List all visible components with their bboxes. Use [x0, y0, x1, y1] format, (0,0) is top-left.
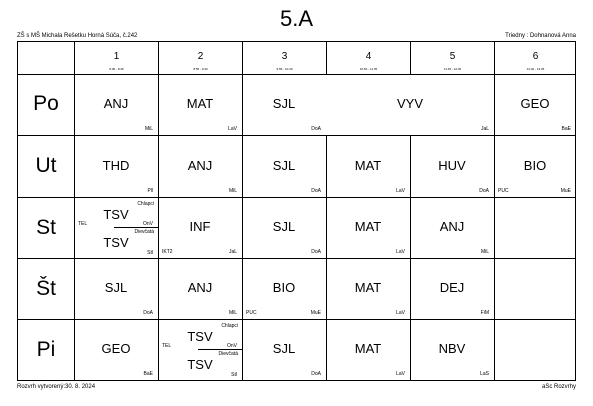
lesson-teacher: DoA: [479, 188, 489, 194]
lesson-cell[interactable]: [326, 258, 410, 319]
day-label: Št: [36, 277, 56, 300]
created-date: Rozvrh vytvorený:30. 8. 2024: [17, 384, 96, 390]
lesson-cell-split[interactable]: [158, 319, 242, 380]
lesson-teacher: LaV: [396, 371, 405, 377]
lesson-teacher: MiL: [228, 310, 237, 316]
lesson-cell[interactable]: [410, 197, 494, 258]
period-time: 8:00 - 8:45: [109, 67, 124, 71]
lesson-teacher: JaL: [480, 126, 489, 132]
group-name: Dievčatá: [134, 229, 154, 235]
period-header: [242, 42, 326, 74]
lesson-cell[interactable]: [410, 319, 494, 380]
lesson-cell[interactable]: [74, 258, 158, 319]
period-number: 5: [449, 51, 456, 62]
lesson-cell[interactable]: [158, 74, 242, 135]
lesson-subject: TSV: [187, 329, 213, 344]
lesson-cell[interactable]: [158, 258, 242, 319]
lesson-subject: SJL: [272, 96, 296, 111]
period-time: 9:55 - 10:40: [276, 67, 293, 71]
lesson-teacher: LaV: [396, 310, 405, 316]
lesson-subject: HUV: [438, 158, 466, 173]
lesson-subject: MAT: [354, 341, 382, 356]
lesson-teacher: DoA: [311, 126, 321, 132]
lesson-teacher: BaE: [143, 371, 153, 377]
lesson-teacher: LaV: [396, 249, 405, 255]
lesson-cell[interactable]: [494, 74, 576, 135]
period-number: 1: [113, 51, 120, 62]
lesson-subject: SJL: [104, 280, 128, 295]
lesson-subject: SJL: [272, 158, 296, 173]
lesson-subject: MAT: [186, 96, 214, 111]
lesson-subject: VYV: [396, 96, 423, 111]
lesson-teacher: BaE: [561, 126, 571, 132]
lesson-cell[interactable]: [242, 258, 326, 319]
lesson-subject: ANJ: [439, 219, 465, 234]
lesson-teacher: MiL: [144, 126, 153, 132]
period-time: 11:45 - 12:30: [443, 67, 462, 71]
lesson-cell[interactable]: [326, 319, 410, 380]
timetable-grid: [17, 41, 576, 381]
period-number: 4: [365, 51, 372, 62]
period-number: 3: [281, 51, 288, 62]
lesson-cell[interactable]: [74, 135, 158, 197]
group-name: Chlapci: [221, 323, 238, 329]
lesson-teacher: Stl: [231, 372, 237, 378]
lesson-teacher: Pll: [147, 188, 153, 194]
lesson-subject: INF: [189, 219, 211, 234]
lesson-subject: ANJ: [187, 158, 213, 173]
lesson-subject: SJL: [272, 219, 296, 234]
column-divider: [410, 42, 411, 74]
lesson-teacher: DoA: [311, 249, 321, 255]
period-number: 2: [197, 51, 204, 62]
software-credit: aSc Rozvrhy: [541, 384, 576, 390]
lesson-room: IKT2: [162, 249, 173, 255]
lesson-cell[interactable]: [410, 135, 494, 197]
group-name: Chlapci: [137, 201, 154, 207]
lesson-subject: TSV: [103, 235, 129, 250]
lesson-cell[interactable]: [242, 319, 326, 380]
lesson-subject: SJL: [272, 341, 296, 356]
lesson-subject: MAT: [354, 280, 382, 295]
lesson-subject: DEJ: [439, 280, 465, 295]
lesson-teacher: JaL: [228, 249, 237, 255]
lesson-subject: MAT: [354, 219, 382, 234]
group-lesson-top[interactable]: [158, 319, 242, 349]
group-lesson-top[interactable]: [74, 197, 158, 227]
lesson-cell[interactable]: [326, 74, 494, 135]
lesson-subject: NBV: [438, 341, 466, 356]
lesson-teacher: LaS: [480, 371, 489, 377]
lesson-subject: TSV: [103, 207, 129, 222]
period-header: [494, 42, 576, 74]
page-title: 5.A: [279, 6, 314, 31]
period-header: [158, 42, 242, 74]
lesson-room: TEL: [78, 221, 88, 227]
lesson-subject: GEO: [101, 341, 131, 356]
lesson-cell[interactable]: [410, 258, 494, 319]
lesson-teacher: OnV: [226, 343, 237, 349]
period-header: [326, 42, 410, 74]
lesson-teacher: MiL: [228, 188, 237, 194]
lesson-cell[interactable]: [158, 135, 242, 197]
lesson-cell[interactable]: [326, 197, 410, 258]
day-label: Pi: [36, 338, 56, 361]
lesson-cell[interactable]: [242, 135, 326, 197]
period-time: 12:40 - 13:25: [526, 67, 545, 71]
lesson-subject: ANJ: [103, 96, 129, 111]
school-name: ZŠ s MŠ Michala Rešetku Horná Súča, č.242: [17, 33, 138, 39]
lesson-teacher: MuE: [310, 310, 321, 316]
class-teacher: Triedny : Dohnanová Anna: [505, 33, 576, 39]
lesson-subject: GEO: [520, 96, 550, 111]
column-divider: [326, 42, 327, 74]
lesson-teacher: MuE: [560, 188, 571, 194]
lesson-cell[interactable]: [158, 197, 242, 258]
lesson-teacher: DoA: [143, 310, 153, 316]
lesson-subject: BIO: [272, 280, 296, 295]
lesson-cell[interactable]: [74, 74, 158, 135]
lesson-room: PUC: [246, 310, 257, 316]
lesson-subject: ANJ: [187, 280, 213, 295]
period-number: 6: [532, 51, 539, 62]
lesson-cell[interactable]: [242, 74, 326, 135]
lesson-room: TEL: [162, 343, 172, 349]
period-time: 8:55 - 9:40: [193, 67, 208, 71]
day-label: St: [36, 216, 56, 239]
group-lesson-bottom[interactable]: [158, 349, 242, 380]
group-lesson-bottom[interactable]: [74, 227, 158, 258]
lesson-teacher: MiL: [480, 249, 489, 255]
lesson-cell-split[interactable]: [74, 197, 158, 258]
lesson-subject: TSV: [187, 357, 213, 372]
lesson-subject: MAT: [354, 158, 382, 173]
lesson-teacher: DoA: [311, 371, 321, 377]
period-header: [74, 42, 158, 74]
day-label: Po: [33, 92, 59, 115]
group-name: Dievčatá: [218, 351, 238, 357]
day-label: Ut: [35, 154, 57, 177]
period-time: 10:50 - 11:35: [359, 67, 378, 71]
lesson-room: PUC: [498, 188, 509, 194]
lesson-subject: BIO: [523, 158, 547, 173]
lesson-teacher: LaV: [396, 188, 405, 194]
period-header: [410, 42, 494, 74]
lesson-cell[interactable]: [74, 319, 158, 380]
lesson-teacher: OnV: [142, 221, 153, 227]
lesson-teacher: DoA: [311, 188, 321, 194]
lesson-subject: THD: [102, 158, 130, 173]
lesson-teacher: Stl: [147, 250, 153, 256]
lesson-teacher: FiM: [480, 310, 489, 316]
lesson-teacher: LaV: [228, 126, 237, 132]
lesson-cell[interactable]: [494, 135, 576, 197]
lesson-cell[interactable]: [326, 135, 410, 197]
lesson-cell[interactable]: [242, 197, 326, 258]
